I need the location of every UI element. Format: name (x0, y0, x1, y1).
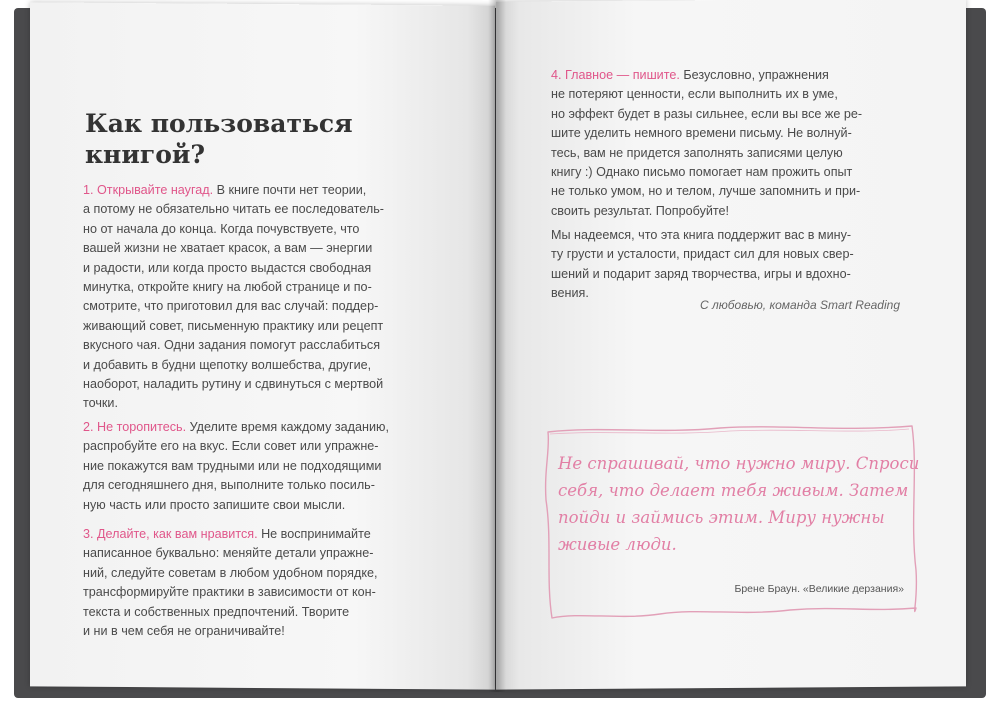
quote-line: живые люди. (558, 535, 677, 554)
section-line: наоборот, наладить рутину и сдвинуться с мертвой (83, 377, 384, 392)
quote-line: Не спрашивай, что нужно миру. Спроси (558, 454, 920, 473)
section-line: не только умом, но и телом, лучше запомнить и при- (551, 184, 861, 199)
section-take-your-time (83, 418, 443, 515)
quote-author: Брене Браун. «Великие дерзания» (734, 583, 904, 595)
heading-line: Как пользоваться (85, 109, 353, 138)
section-line (83, 525, 443, 544)
quote-text (558, 450, 920, 558)
section-text: В книге почти нет теории, (213, 183, 367, 197)
section-title: 3. Делайте, как вам нравится. (83, 527, 258, 541)
closing-line: Мы надеемся, что эта книга поддержит вас в мину- (551, 228, 852, 242)
closing-line: вения. (551, 286, 589, 301)
section-line: но от начала до конца. Когда почувствуете, что (83, 221, 360, 236)
section-line: ние покажутся вам трудными или не подходящими (83, 458, 382, 473)
section-line: тесь, вам не придется заполнять записями целую (551, 145, 843, 160)
section-line: для сегодняшнего дня, выполните только посиль- (83, 478, 375, 493)
section-line (83, 181, 443, 200)
section-open-randomly (83, 181, 443, 414)
section-line: вашей жизни не хватает красок, а вам — энергии (83, 241, 373, 256)
section-line: и ни в чем себя не ограничивайте! (83, 624, 285, 639)
section-title: 2. Не торопитесь. (83, 420, 187, 434)
quote-line: пойди и займись этим. Миру нужны (558, 508, 885, 527)
section-line: живающий совет, письменную практику или рецепт (83, 318, 384, 333)
signature: С любовью, команда Smart Reading (699, 298, 900, 312)
page-heading (85, 108, 445, 170)
section-line: а потому не обязательно читать ее последователь- (83, 202, 385, 217)
section-text: Уделите время каждому заданию, (186, 420, 389, 434)
closing-line: ту грусти и усталости, придаст сил для новых свер- (551, 247, 854, 262)
section-line: своить результат. Попробуйте! (551, 203, 730, 218)
section-line: минутка, откройте книгу на любой странице и по- (83, 280, 372, 295)
quote-line: себя, что делает тебя живым. Затем (558, 481, 909, 500)
section-line: вкусного чая. Одни задания помогут расслабиться (83, 338, 381, 353)
section-line: книгу :) Однако письмо помогает нам прожить опыт (551, 165, 853, 180)
section-main-write (551, 66, 911, 221)
section-text: Не воспринимайте (257, 527, 371, 541)
section-title: 4. Главное — пишите. (551, 68, 680, 82)
section-line: не потеряют ценности, если выполнить их в уме, (551, 87, 838, 102)
section-line: распробуйте его на вкус. Если совет или упражне- (83, 439, 379, 454)
section-title: 1. Открывайте наугад. (83, 183, 214, 197)
section-line: смотрите, что приготовил для вас случай: поддер- (83, 299, 379, 314)
section-line: текста и собственных предпочтений. Творите (83, 604, 350, 619)
section-line: ний, следуйте советам в любом удобном порядке, (83, 565, 378, 580)
section-line (83, 418, 443, 437)
book-spine-gutter (488, 0, 506, 692)
section-line: ную часть или просто запишите свои мысли. (83, 497, 346, 512)
closing-paragraph (551, 226, 911, 304)
section-line: и добавить в будни щепотку волшебства, другие, (83, 357, 372, 372)
section-line: трансформируйте практики в зависимости от кон- (83, 585, 376, 600)
section-do-as-you-like (83, 525, 443, 641)
section-line: точки. (83, 396, 118, 411)
section-line: но эффект будет в разы сильнее, если вы все же ре- (551, 106, 863, 121)
section-line (551, 66, 911, 85)
heading-line: книгой? (85, 140, 206, 169)
closing-line: шений и подарит заряд творчества, игры и вдохно- (551, 266, 851, 281)
section-line: написанное буквально: меняйте детали упражне- (83, 546, 374, 561)
quote-box (540, 420, 922, 650)
section-line: шите уделить немного времени письму. Не волнуй- (551, 126, 852, 141)
section-text: Безусловно, упражнения (679, 68, 829, 82)
section-line: и радости, или когда просто выдастся свободная (83, 260, 372, 275)
